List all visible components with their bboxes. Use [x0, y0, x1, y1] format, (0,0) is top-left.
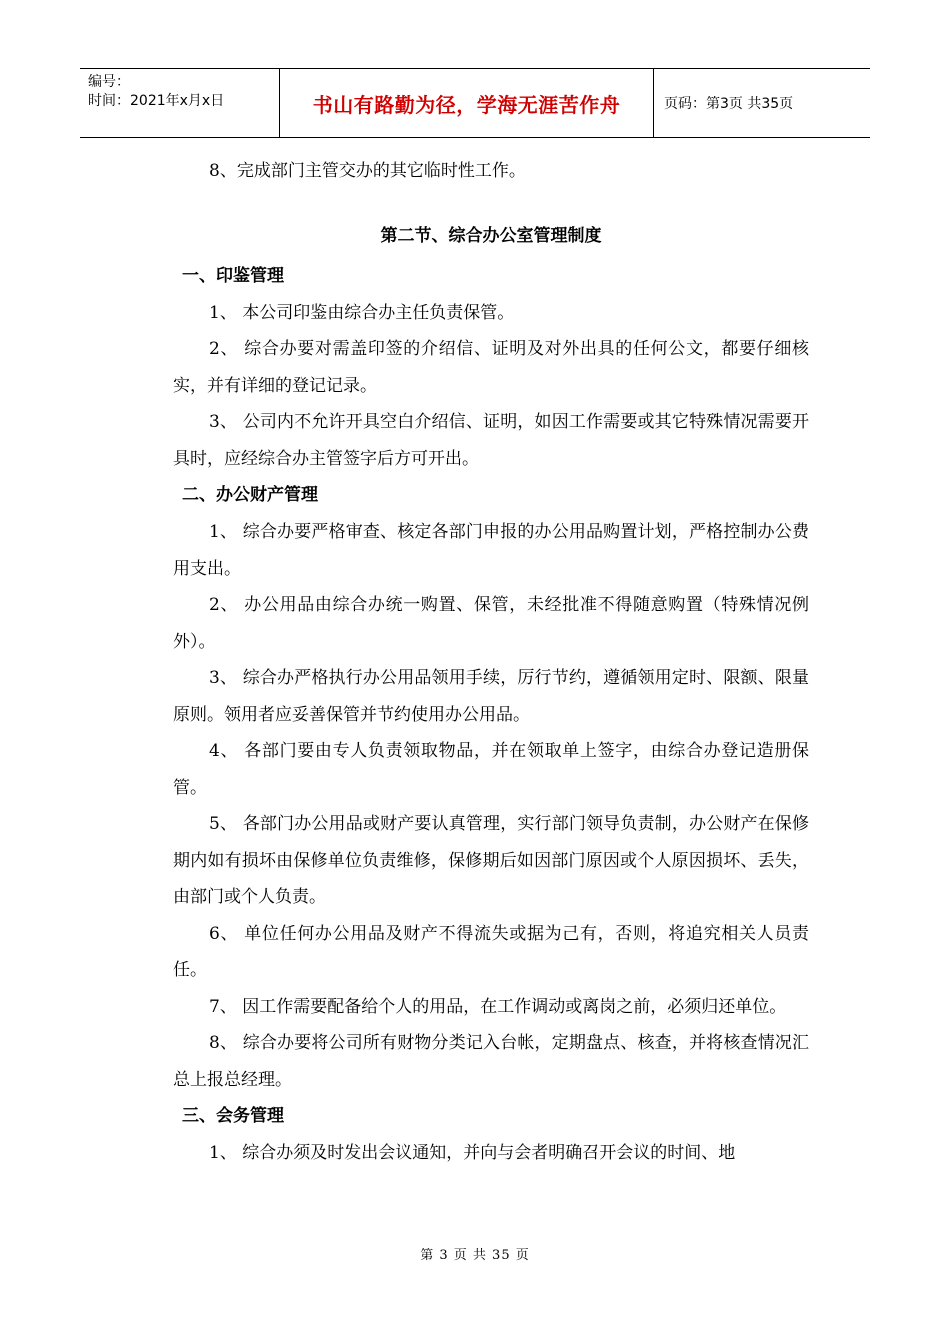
- paragraph: 2、 办公用品由综合办统一购置、保管，未经批准不得随意购置（特殊情况例外）。: [173, 595, 809, 652]
- paragraph: 2、 综合办要对需盖印签的介绍信、证明及对外出具的任何公文，都要仔细核实，并有详细的登记记录。: [173, 339, 809, 396]
- header-meta-cell: [80, 69, 280, 137]
- paragraph: 8、 综合办要将公司所有财物分类记入台帐，定期盘点、核查，并将核查情况汇总上报总经理。: [173, 1033, 809, 1090]
- heading-seal-management: 一、印鉴管理: [182, 265, 284, 286]
- paragraph: 6、 单位任何办公用品及财产不得流失或据为己有，否则，将追究相关人员责任。: [173, 923, 809, 980]
- page-footer: 第 3 页 共 35 页: [420, 1248, 530, 1263]
- paragraph: 1、 本公司印鉴由综合办主任负责保管。: [209, 302, 515, 323]
- paragraph: 3、 公司内不允许开具空白介绍信、证明，如因工作需要或其它特殊情况需要开具时，应经综合办主管签字后方可开出。: [173, 412, 809, 469]
- heading-meeting-management: 三、会务管理: [182, 1106, 284, 1126]
- document-body: [173, 153, 809, 1172]
- section-title: 第二节、综合办公室管理制度: [380, 225, 602, 246]
- header-motto: 书山有路勤为径，学海无涯苦作舟: [280, 69, 654, 137]
- paragraph: 7、 因工作需要配备给个人的用品，在工作调动或离岗之前，必须归还单位。: [209, 996, 787, 1017]
- header-page-info: 页码：第3页 共35页: [664, 96, 794, 112]
- paragraph: 4、 各部门要由专人负责领取物品，并在领取单上签字，由综合办登记造册保管。: [173, 741, 809, 798]
- paragraph: 3、 综合办严格执行办公用品领用手续，厉行节约，遵循领用定时、限额、限量原则。领用者应妥善保管并节约使用办公用品。: [173, 668, 809, 725]
- time-label: 时间：2021年x月x日: [88, 93, 225, 109]
- paragraph: 1、 综合办要严格审查、核定各部门申报的办公用品购置计划，严格控制办公费用支出。: [173, 522, 809, 579]
- heading-office-property: 二、办公财产管理: [182, 485, 318, 505]
- number-label: 编号：: [88, 74, 130, 90]
- paragraph: 8、完成部门主管交办的其它临时性工作。: [209, 161, 526, 181]
- paragraph: 1、 综合办须及时发出会议通知，并向与会者明确召开会议的时间、地: [209, 1143, 736, 1163]
- paragraph: 5、 各部门办公用品或财产要认真管理，实行部门领导负责制，办公财产在保修期内如有损坏由保修单位负责维修，保修期后如因部门原因或个人原因损坏、丢失，由部门或个人负责。: [173, 814, 809, 907]
- page-header-table: [80, 68, 870, 138]
